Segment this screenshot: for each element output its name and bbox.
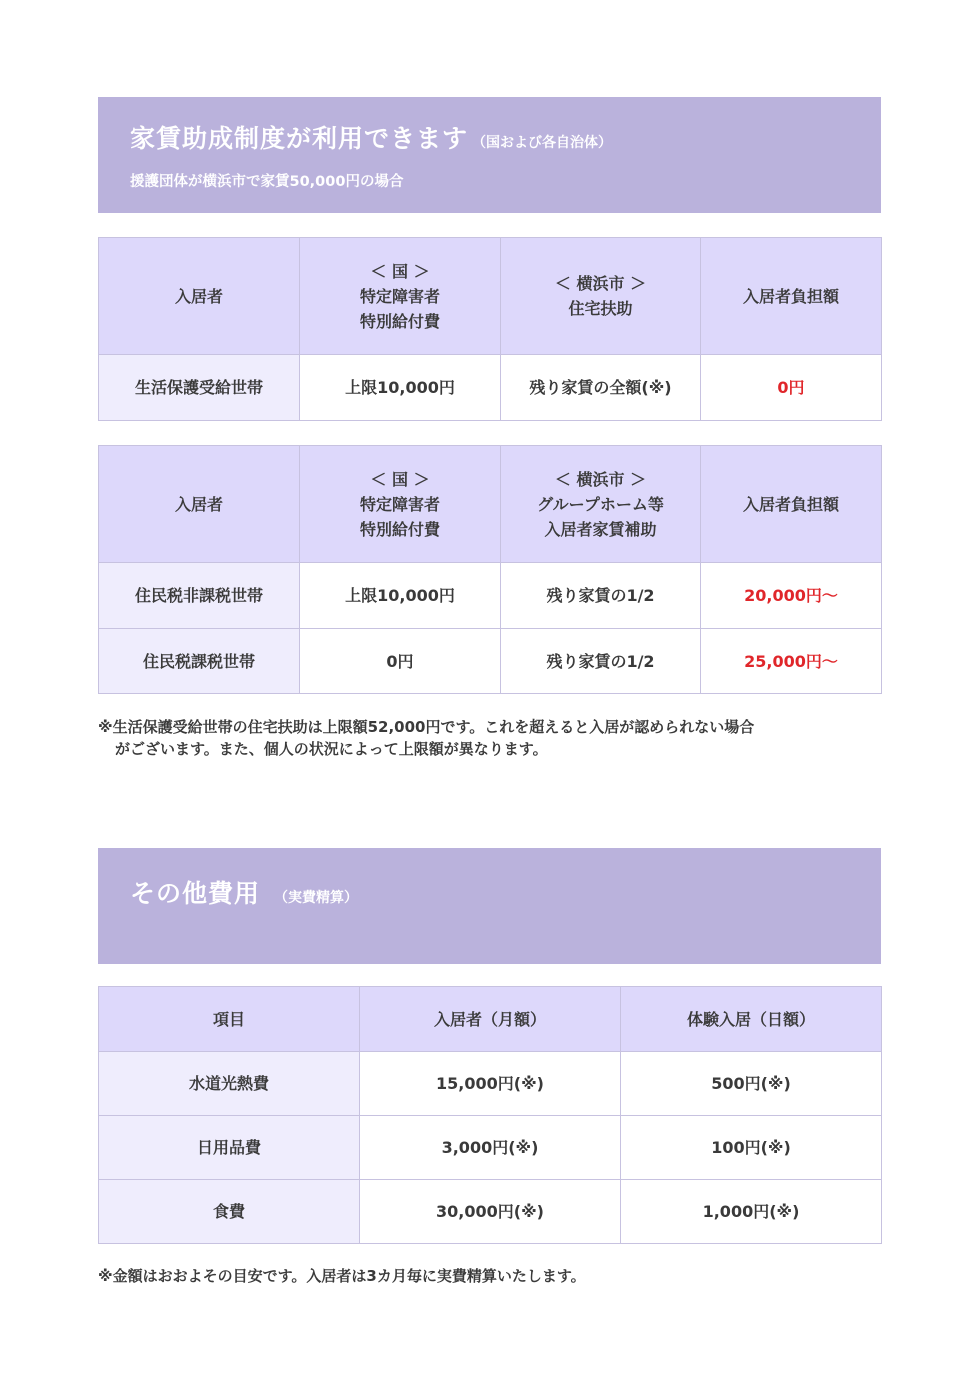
header-burden: 入居者負担額	[701, 238, 882, 355]
section-title-text: 家賃助成制度が利用できます	[130, 124, 469, 153]
section-title-text: その他費用	[130, 879, 261, 908]
cell-daily: 1,000円(※)	[621, 1180, 882, 1244]
cell-monthly: 30,000円(※)	[360, 1180, 621, 1244]
note-line-1: ※生活保護受給世帯の住宅扶助は上限額52,000円です。これを超えると入居が認められない場合	[98, 718, 755, 736]
row-label: 住民税非課税世帯	[99, 563, 300, 629]
cell-yokohama: 残り家賃の1/2	[501, 563, 701, 629]
table-row	[99, 1052, 882, 1116]
cell-yokohama: 残り家賃の全額(※)	[501, 355, 701, 421]
other-costs-table	[98, 986, 882, 1244]
table-header-row	[99, 987, 882, 1052]
header-daily: 体験入居（日額）	[621, 987, 882, 1052]
header-item: 項目	[99, 987, 360, 1052]
table-header-row	[99, 238, 882, 355]
header-resident: 入居者	[99, 238, 300, 355]
cell-monthly: 3,000円(※)	[360, 1116, 621, 1180]
cost-note: ※金額はおおよその目安です。入居者は3カ月毎に実費精算いたします。	[98, 1267, 586, 1285]
subsidy-table-welfare	[98, 237, 882, 421]
section-title	[130, 119, 612, 155]
cell-daily: 100円(※)	[621, 1116, 882, 1180]
table-row	[99, 1180, 882, 1244]
header-national: ＜ 国 ＞ 特定障害者 特別給付費	[300, 238, 501, 355]
cell-burden: 25,000円〜	[701, 629, 882, 694]
cell-national: 0円	[300, 629, 501, 694]
cell-national: 上限10,000円	[300, 563, 501, 629]
section-title-sub: （実費精算）	[274, 890, 359, 906]
header-national: ＜ 国 ＞ 特定障害者 特別給付費	[300, 446, 501, 563]
table-row	[99, 1116, 882, 1180]
table-row	[99, 563, 882, 629]
header-resident: 入居者	[99, 446, 300, 563]
row-label: 水道光熱費	[99, 1052, 360, 1116]
table-row	[99, 355, 882, 421]
row-label: 日用品費	[99, 1116, 360, 1180]
section-title	[130, 874, 358, 910]
row-label: 食費	[99, 1180, 360, 1244]
header-yokohama: ＜ 横浜市 ＞ グループホーム等 入居者家賃補助	[501, 446, 701, 563]
header-monthly: 入居者（月額）	[360, 987, 621, 1052]
rent-subsidy-banner	[98, 97, 881, 213]
header-burden: 入居者負担額	[701, 446, 882, 563]
subsidy-table-tax	[98, 445, 882, 694]
section-title-sub: （国および各自治体）	[472, 135, 613, 151]
header-yokohama: ＜ 横浜市 ＞ 住宅扶助	[501, 238, 701, 355]
row-label: 生活保護受給世帯	[99, 355, 300, 421]
table-header-row	[99, 446, 882, 563]
note-line-2: がございます。また、個人の状況によって上限額が異なります。	[115, 740, 548, 758]
cell-daily: 500円(※)	[621, 1052, 882, 1116]
cell-national: 上限10,000円	[300, 355, 501, 421]
row-label: 住民税課税世帯	[99, 629, 300, 694]
cell-monthly: 15,000円(※)	[360, 1052, 621, 1116]
welfare-note	[98, 716, 898, 760]
cell-burden: 20,000円〜	[701, 563, 882, 629]
table-row	[99, 629, 882, 694]
cell-burden: 0円	[701, 355, 882, 421]
other-costs-banner	[98, 848, 881, 964]
cell-yokohama: 残り家賃の1/2	[501, 629, 701, 694]
section-subtitle: 援護団体が横浜市で家賃50,000円の場合	[130, 174, 404, 190]
